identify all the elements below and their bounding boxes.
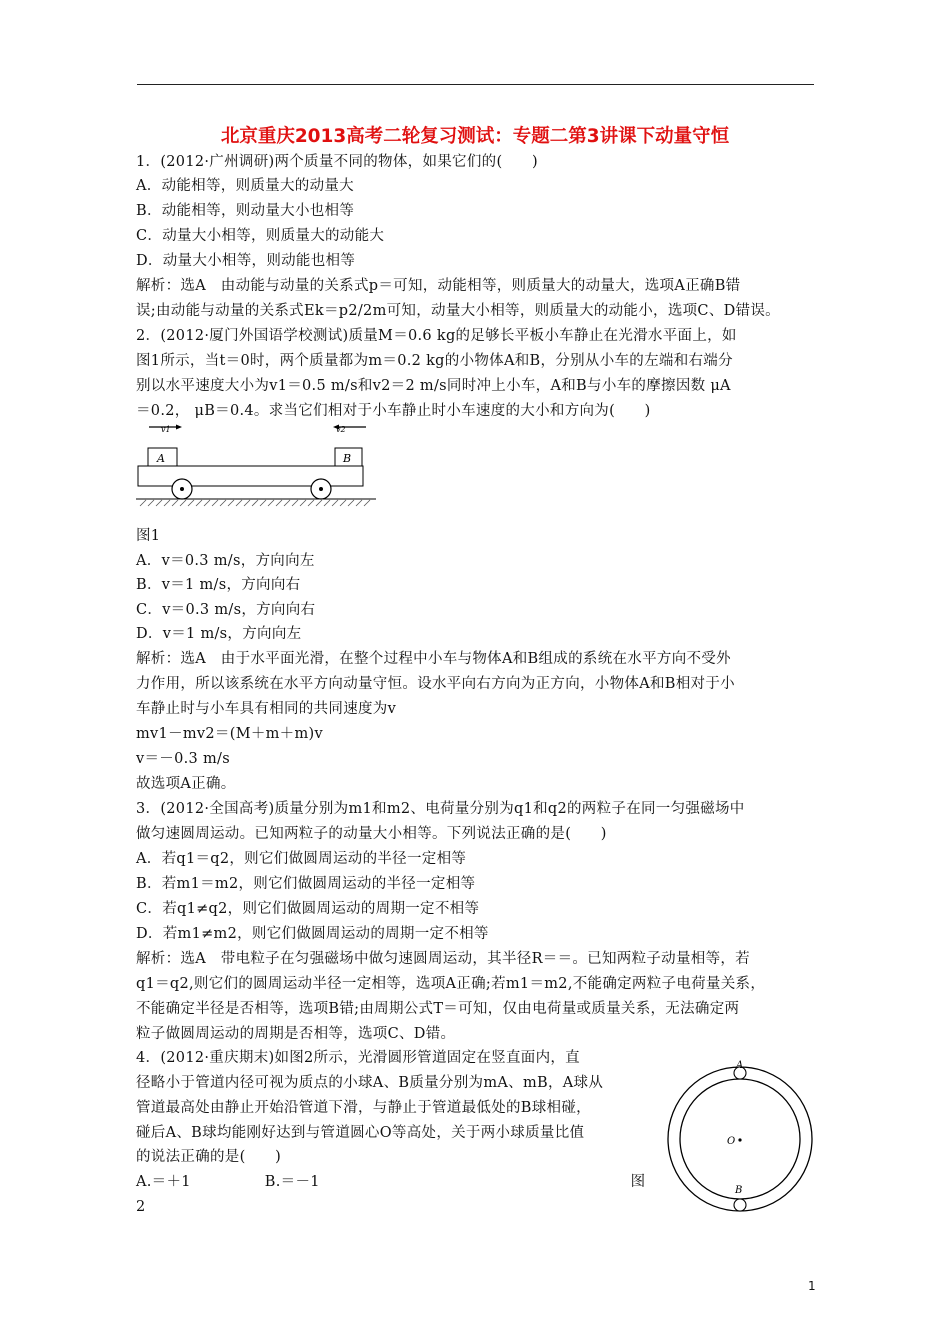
text-line: q1＝q2,则它们的圆周运动半径一定相等，选项A正确;若m1＝m2,不能确定两粒子电荷量关系， [136, 976, 766, 992]
text-line: 4．(2012·重庆期末)如图2所示，光滑圆形管道固定在竖直面内，直 [136, 1050, 580, 1066]
text-line: 解析：选A 由于水平面光滑，在整个过程中小车与物体A和B组成的系统在水平方向不受外 [136, 651, 731, 667]
text-line: A．v＝0.3 m/s，方向向左 [136, 553, 315, 569]
ball-a-label: A [736, 1060, 744, 1071]
text-line: 故选项A正确。 [136, 776, 236, 792]
block-b-label: B [343, 452, 352, 465]
text-line: C．若q1≠q2，则它们做圆周运动的周期一定不相等 [136, 901, 480, 917]
velocity-label-v1: v1 [161, 425, 171, 434]
text-line: 1．(2012·广州调研)两个质量不同的物体，如果它们的( ) [136, 154, 538, 170]
block-a-label: A [157, 452, 165, 465]
text-line: 图1所示，当t＝0时，两个质量都为m＝0.2 kg的小物体A和B，分别从小车的左端和右端分 [136, 353, 733, 369]
text-line: D．动量大小相等，则动能也相等 [136, 253, 356, 269]
text-line: 不能确定半径是否相等，选项B错;由周期公式T＝可知，仅由电荷量或质量关系，无法确定两 [136, 1001, 740, 1017]
text-line: A．若q1＝q2，则它们做圆周运动的半径一定相等 [136, 851, 467, 867]
figure-caption: 图1 [136, 528, 161, 544]
text-line: 力作用，所以该系统在水平方向动量守恒。设水平向右方向为正方向，小物体A和B相对于小 [136, 676, 735, 692]
text-line: 3．(2012·全国高考)质量分别为m1和m2、电荷量分别为q1和q2的两粒子在同一匀强磁场中 [136, 801, 745, 817]
text-line: 2．(2012·厦门外国语学校测试)质量M＝0.6 kg的足够长平板小车静止在光滑水平面上，如 [136, 328, 737, 344]
page-number: 1 [808, 1279, 816, 1293]
text-line: 解析：选A 由动能与动量的关系式p＝可知，动能相等，则质量大的动量大，选项A正确B错 [136, 278, 741, 294]
text-line: ＝0.2， μB＝0.4。求当它们相对于小车静止时小车速度的大小和方向为( ) [136, 403, 651, 419]
figure-2-ring [665, 1055, 815, 1215]
text-line: 管道最高处由静止开始沿管道下滑，与静止于管道最低处的B球相碰， [136, 1100, 591, 1116]
text-line: 2 [136, 1199, 146, 1215]
text-line: 的说法正确的是( ) [136, 1149, 282, 1165]
text-line: A．动能相等，则质量大的动量大 [136, 178, 354, 194]
header-rule [137, 84, 814, 85]
velocity-label-v2: v2 [336, 425, 346, 434]
text-line: 误;由动能与动量的关系式Ek＝p2/2m可知，动量大小相等，则质量大的动能小，选项C、D错误。 [136, 303, 780, 319]
text-line: 车静止时与小车具有相同的共同速度为v [136, 701, 397, 717]
figure-1-cart [136, 420, 386, 510]
text-line: 碰后A、B球均能刚好达到与管道圆心O等高处，关于两小球质量比值 [136, 1125, 585, 1141]
text-line: C．v＝0.3 m/s，方向向右 [136, 602, 316, 618]
text-line: 别以水平速度大小为v1＝0.5 m/s和v2＝2 m/s同时冲上小车，A和B与小车的摩擦因数 μA [136, 378, 731, 394]
text-line: C．动量大小相等，则质量大的动能大 [136, 228, 385, 244]
page-title: 北京重庆2013高考二轮复习测试：专题二第3讲课下动量守恒 [220, 126, 730, 147]
center-o-label: O [727, 1136, 736, 1147]
text-line: D．v＝1 m/s，方向向左 [136, 626, 302, 642]
text-line: mv1－mv2＝(M＋m＋m)v [136, 726, 323, 742]
ball-b-label: B [735, 1185, 743, 1196]
text-line: 径略小于管道内径可视为质点的小球A、B质量分别为mA、mB，A球从 [136, 1075, 604, 1091]
text-line: B．动能相等，则动量大小也相等 [136, 203, 355, 219]
text-line: v＝－0.3 m/s [136, 751, 230, 767]
text-line: A.＝＋1 B.＝－1 图 [136, 1174, 646, 1190]
text-line: 做匀速圆周运动。已知两粒子的动量大小相等。下列说法正确的是( ) [136, 826, 607, 842]
text-line: 解析：选A 带电粒子在匀强磁场中做匀速圆周运动，其半径R＝＝。已知两粒子动量相等，若 [136, 951, 750, 967]
text-line: 粒子做圆周运动的周期是否相等，选项C、D错。 [136, 1026, 456, 1042]
text-line: B．若m1＝m2，则它们做圆周运动的半径一定相等 [136, 876, 476, 892]
text-line: B．v＝1 m/s，方向向右 [136, 577, 301, 593]
text-line: D．若m1≠m2，则它们做圆周运动的周期一定不相等 [136, 926, 489, 942]
